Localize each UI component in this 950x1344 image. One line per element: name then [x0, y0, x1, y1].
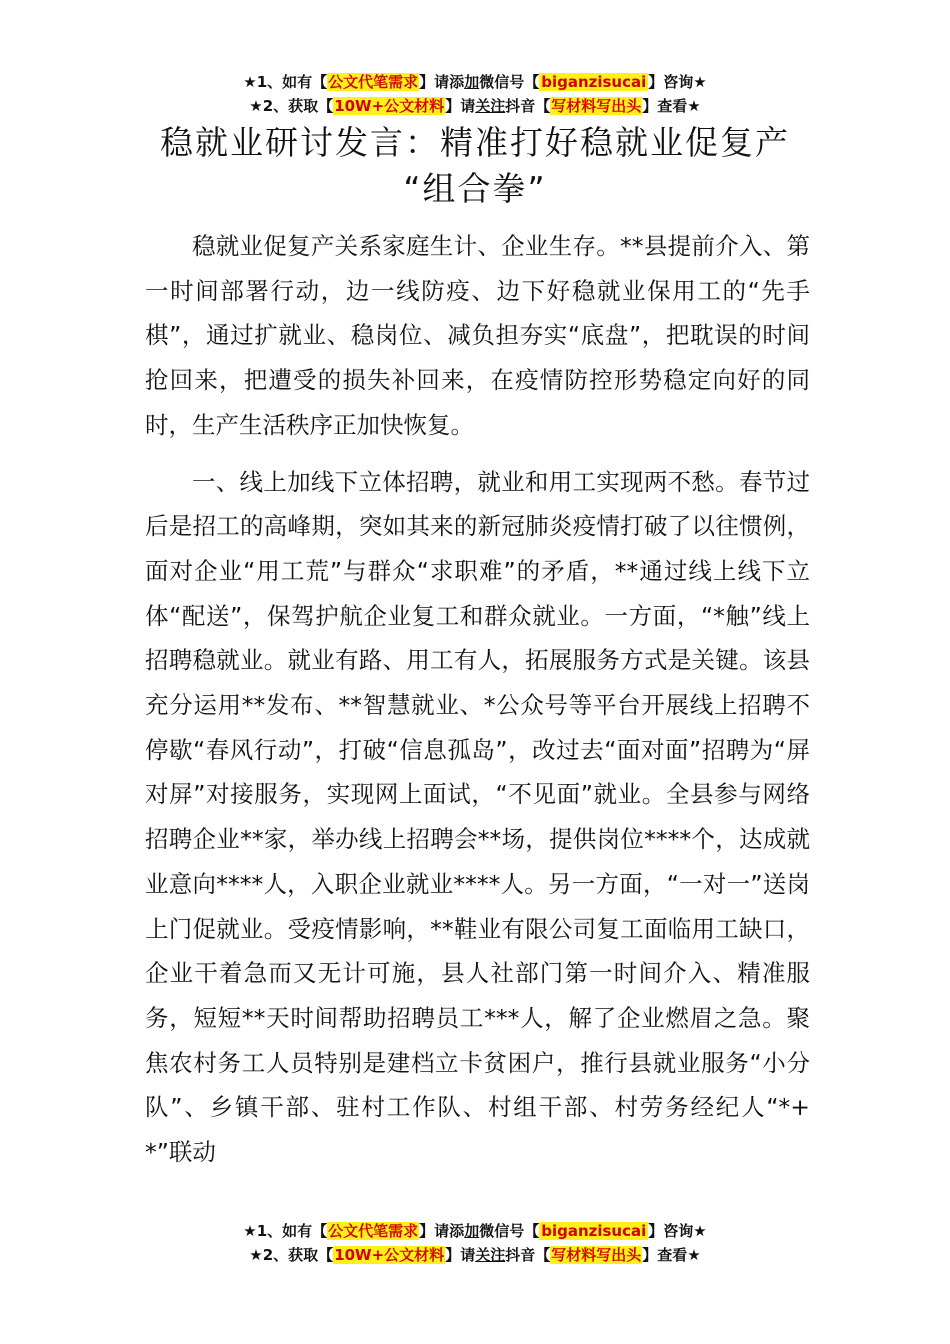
promo-banner-bottom: [0, 1219, 950, 1267]
title-line-1: 稳就业研讨发言：精准打好稳就业促复产: [160, 123, 790, 162]
promo-wechat-id: biganzisucai: [541, 73, 647, 91]
title-line-2: “组合拳”: [403, 169, 547, 208]
document-body: [145, 224, 810, 1187]
document-title: [0, 120, 950, 212]
paragraph-intro: 稳就业促复产关系家庭生计、企业生存。**县提前介入、第一时间部署行动，边一线防疫、边下好稳就业保用工的“先手棋”，通过扩就业、稳岗位、减负担夯实“底盘”，把耽误的时间抢回来，把遭受的损失补回来，在疫情防控形势稳定向好的同时，生产生活秩序正加快恢复。: [145, 232, 810, 439]
promo-line-2: ★2、获取【10W+公文材料】请关注抖音【写材料写出头】查看★: [249, 97, 701, 115]
promo-douyin-account: 写材料写出头: [551, 1246, 642, 1264]
promo-wechat-id: biganzisucai: [541, 1222, 647, 1240]
promo-highlight-materials: 10W+公文材料: [334, 1246, 445, 1264]
promo-line-2: ★2、获取【10W+公文材料】请关注抖音【写材料写出头】查看★: [249, 1246, 701, 1264]
promo-banner-top: [0, 70, 950, 118]
promo-douyin-account: 写材料写出头: [551, 97, 642, 115]
promo-highlight-materials: 10W+公文材料: [334, 97, 445, 115]
paragraph-section-1: 一、线上加线下立体招聘，就业和用工实现两不愁。春节过后是招工的高峰期，突如其来的新冠肺炎疫情打破了以往惯例，面对企业“用工荒”与群众“求职难”的矛盾，**通过线上线下立体“配送”，保驾护航企业复工和群众就业。一方面，“*触”线上招聘稳就业。就业有路、用工有人，拓展服务方式是关键。该县充分运用**发布、**智慧就业、*公众号等平台开展线上招聘不停歇“春风行动”，打破“信息孤岛”，改过去“面对面”招聘为“屏对屏”对接服务，实现网上面试，“不见面”就业。全县参与网络招聘企业**家，举办线上招聘会**场，提供岗位****个，达成就业意向****人，入职企业就业****人。另一方面，“一对一”送岗上门促就业。受疫情影响，**鞋业有限公司复工面临用工缺口，企业干着急而又无计可施，县人社部门第一时间介入、精准服务，短短**天时间帮助招聘员工***人，解了企业燃眉之急。聚焦农村务工人员特别是建档立卡贫困户，推行县就业服务“小分队”、乡镇干部、驻村工作队、村组干部、村劳务经纪人“*+*”联动: [145, 467, 810, 1167]
promo-line-1: ★1、如有【公文代笔需求】请添加微信号【 biganzisucai 】咨询★: [243, 73, 707, 91]
promo-highlight-service: 公文代笔需求: [328, 73, 419, 91]
promo-highlight-service: 公文代笔需求: [328, 1222, 419, 1240]
promo-line-1: ★1、如有【公文代笔需求】请添加微信号【 biganzisucai 】咨询★: [243, 1222, 707, 1240]
